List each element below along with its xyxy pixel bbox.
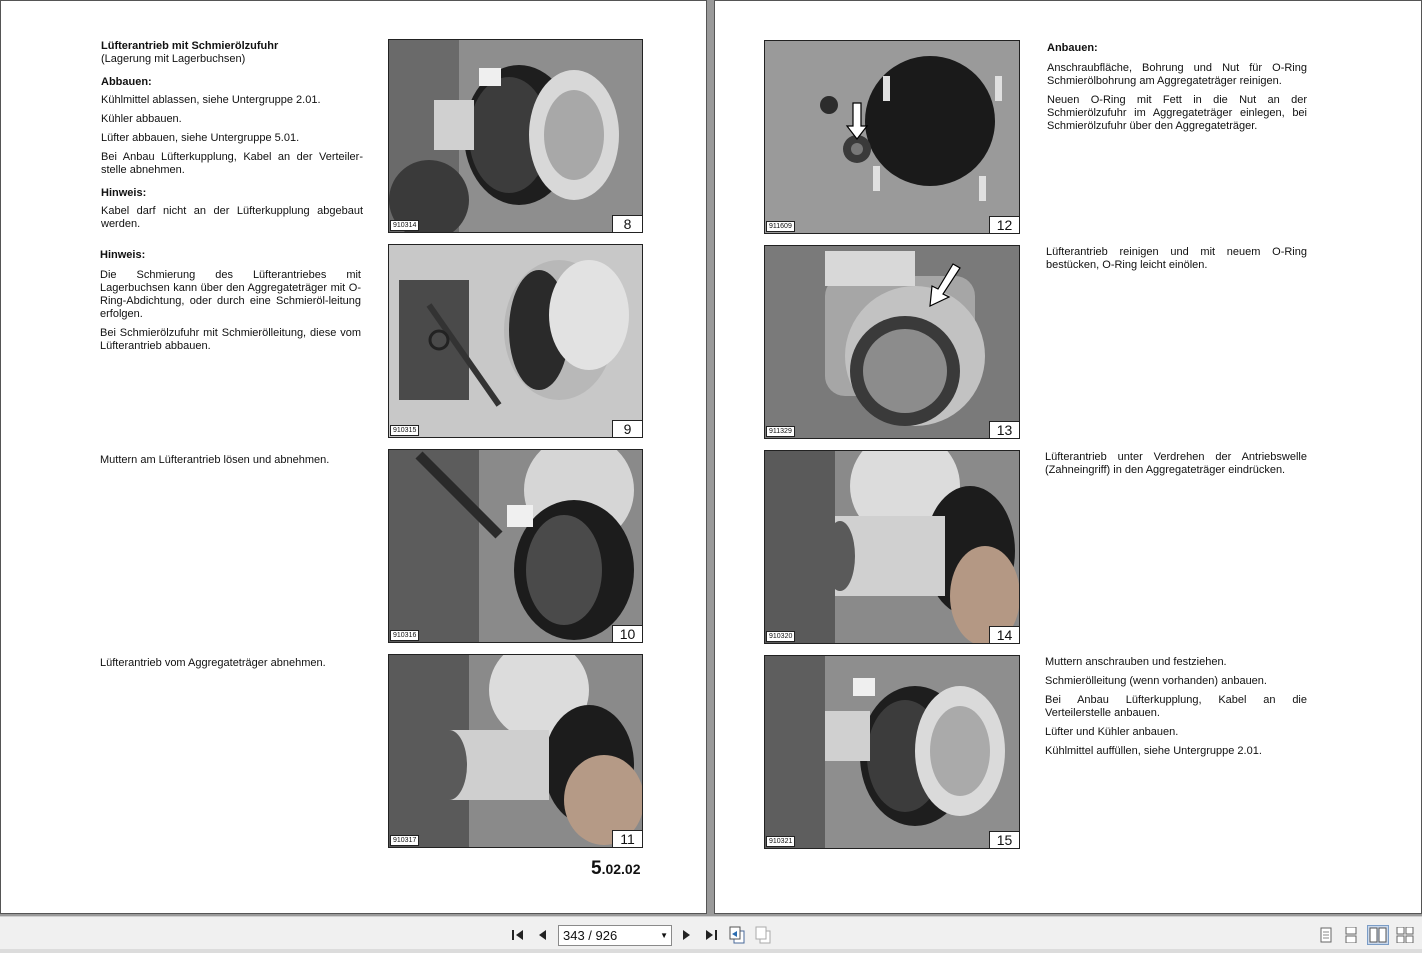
- left-text-block-1: [101, 40, 363, 237]
- first-page-button[interactable]: [508, 925, 528, 945]
- step-text: Anschraubfläche, Bohrung und Nut für O-Ring Schmierölbohrung am Aggregateträger reinigen.: [1047, 62, 1307, 87]
- page-number-field[interactable]: [558, 925, 672, 946]
- hinweis-text: Bei Schmierölzufuhr mit Schmierölleitung, diese vom Lüfterantrieb abbauen.: [100, 327, 361, 352]
- forward-view-icon: [754, 926, 772, 944]
- left-text-block-4: [100, 657, 362, 676]
- facing-icon: [1369, 927, 1387, 943]
- continuous-facing-view-button[interactable]: [1395, 925, 1415, 945]
- photo-image: [389, 655, 643, 848]
- single-page-view-button[interactable]: [1316, 925, 1336, 945]
- photo-installed-fan-drive: [764, 655, 1020, 849]
- right-text-block-3: [1045, 451, 1307, 483]
- photo-image: [765, 451, 1020, 644]
- page-number-main: 5: [591, 858, 602, 879]
- single-page-icon: [1318, 927, 1334, 943]
- prev-page-icon: [535, 927, 551, 943]
- right-page: [714, 0, 1422, 914]
- next-page-button[interactable]: [676, 925, 696, 945]
- step-text: Kühlmittel auffüllen, siehe Untergruppe 2.01.: [1045, 745, 1262, 757]
- section-subtitle: (Lagerung mit Lagerbuchsen): [101, 53, 246, 65]
- step-text: Neuen O-Ring mit Fett in die Nut an der Schmierölzufuhr im Aggregateträger einlegen, bei Schmierölzufuhr über den Aggregateträger.: [1047, 94, 1307, 132]
- step-text: Lüfterantrieb vom Aggregateträger abnehmen.: [100, 657, 326, 669]
- photo-image: [389, 40, 643, 233]
- step-text: Lüfterantrieb reinigen und mit neuem O-Ring bestücken, O-Ring leicht einölen.: [1046, 246, 1307, 271]
- anbauen-heading: Anbauen:: [1047, 42, 1098, 54]
- first-page-icon: [510, 927, 526, 943]
- previous-page-button[interactable]: [533, 925, 553, 945]
- step-text: Muttern am Lüfterantrieb lösen und abnehmen.: [100, 454, 330, 466]
- photo-number: 8: [612, 215, 642, 232]
- photo-number: 13: [989, 421, 1019, 438]
- photo-number: 15: [989, 831, 1019, 848]
- page-number-sub: .02.02: [601, 861, 641, 877]
- photo-code: 911329: [766, 426, 795, 437]
- back-view-icon: [728, 926, 746, 944]
- step-text: Lüfter und Kühler anbauen.: [1045, 726, 1179, 738]
- hinweis-heading: Hinweis:: [100, 249, 146, 261]
- right-text-block-4: [1045, 656, 1307, 764]
- hinweis-text: Die Schmierung des Lüfterantriebes mit Lagerbuchsen kann über den Aggregateträger mit O-Ring-Abdichtung, oder durch eine Schmieröl-leitung erfolgen.: [100, 269, 361, 320]
- photo-image: [765, 656, 1020, 849]
- photo-image: [389, 450, 643, 643]
- hinweis-text: Kabel darf nicht an der Lüfterkupplung abgebaut werden.: [101, 205, 363, 230]
- photo-number: 10: [612, 625, 642, 642]
- facing-view-button[interactable]: [1367, 925, 1389, 945]
- dropdown-arrow-icon[interactable]: ▼: [660, 931, 668, 940]
- next-view-button[interactable]: [753, 925, 773, 945]
- section-title: Lüfterantrieb mit Schmierölzufuhr: [101, 40, 279, 52]
- previous-view-button[interactable]: [727, 925, 747, 945]
- right-text-block-1: [1047, 42, 1307, 139]
- photo-code: 910317: [390, 835, 419, 846]
- step-text: Muttern anschrauben und festziehen.: [1045, 656, 1227, 668]
- status-strip: [0, 949, 1422, 953]
- photo-code: 911609: [766, 221, 795, 232]
- step-text: Bei Anbau Lüfterkupplung, Kabel an der Verteiler-stelle abnehmen.: [101, 151, 363, 176]
- photo-code: 910315: [390, 425, 419, 436]
- photo-number: 14: [989, 626, 1019, 643]
- navigation-toolbar: [0, 916, 1422, 953]
- continuous-icon: [1343, 927, 1359, 943]
- hinweis-heading: Hinweis:: [101, 187, 147, 199]
- photo-image: [765, 41, 1020, 234]
- right-text-block-2: [1046, 246, 1307, 278]
- left-text-block-3: [100, 454, 362, 473]
- next-page-icon: [678, 927, 694, 943]
- photo-removing-fan-drive: [388, 654, 643, 848]
- photo-gear-oring: [764, 245, 1020, 439]
- step-text: Lüfter abbauen, siehe Untergruppe 5.01.: [101, 132, 300, 144]
- photo-image: [765, 246, 1020, 439]
- page-number: [591, 858, 641, 880]
- last-page-button[interactable]: [701, 925, 721, 945]
- photo-number: 9: [612, 420, 642, 437]
- photo-number: 12: [989, 216, 1019, 233]
- left-page: [0, 0, 707, 914]
- photo-carrier-bore: [764, 40, 1020, 234]
- continuous-view-button[interactable]: [1341, 925, 1361, 945]
- photo-fan-drive-lubrication-line: [388, 244, 643, 438]
- step-text: Lüfterantrieb unter Verdrehen der Antriebswelle (Zahneingriff) in den Aggregateträger eindrücken.: [1045, 451, 1307, 476]
- step-text: Kühler abbauen.: [101, 113, 182, 125]
- photo-fan-drive-with-clutch: [388, 39, 643, 233]
- photo-number: 11: [612, 830, 642, 847]
- continuous-facing-icon: [1396, 927, 1414, 943]
- photo-pressing-in-fan-drive: [764, 450, 1020, 644]
- photo-code: 910320: [766, 631, 795, 642]
- last-page-icon: [703, 927, 719, 943]
- photo-code: 910316: [390, 630, 419, 641]
- step-text: Bei Anbau Lüfterkupplung, Kabel an die Verteilerstelle anbauen.: [1045, 694, 1307, 719]
- photo-image: [389, 245, 643, 438]
- photo-code: 910321: [766, 836, 795, 847]
- photo-code: 910314: [390, 220, 419, 231]
- left-text-block-2: [100, 249, 361, 359]
- page-field-text: 343 / 926: [563, 928, 618, 943]
- step-text: Schmierölleitung (wenn vorhanden) anbauen.: [1045, 675, 1267, 687]
- photo-loosening-nuts: [388, 449, 643, 643]
- step-text: Kühlmittel ablassen, siehe Untergruppe 2.01.: [101, 94, 321, 106]
- abbauen-heading: Abbauen:: [101, 76, 152, 88]
